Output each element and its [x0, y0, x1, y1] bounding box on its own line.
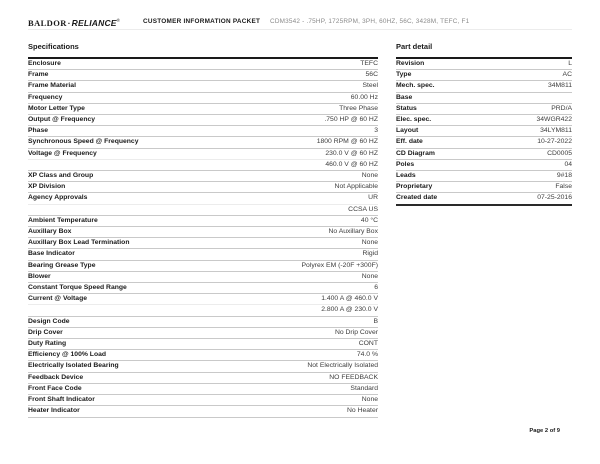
- row-value: 07-25-2016: [537, 194, 572, 202]
- row-label: Proprietary: [396, 183, 433, 191]
- row-value: AC: [562, 71, 572, 79]
- row-label: Base Indicator: [28, 250, 75, 258]
- row-label: Agency Approvals: [28, 194, 88, 202]
- registered-trademark-icon: ®: [116, 18, 120, 23]
- table-row: [28, 361, 378, 372]
- table-row: [396, 70, 572, 81]
- row-value: Rigid: [362, 250, 378, 258]
- logo-baldor-text: BALDOR: [28, 17, 67, 28]
- table-row-line: [396, 81, 572, 91]
- table-row-line: [28, 304, 378, 315]
- row-value: TEFC: [360, 60, 378, 67]
- row-label: Created date: [396, 194, 438, 202]
- row-label: Mech. spec.: [396, 82, 435, 90]
- row-label: Status: [396, 104, 417, 112]
- table-row-line: [28, 104, 378, 114]
- table-row-line: [28, 283, 378, 293]
- row-value: L: [568, 60, 572, 67]
- row-label: Synchronous Speed @ Frequency: [28, 138, 139, 146]
- table-row: [396, 137, 572, 148]
- table-row-line: [396, 160, 572, 170]
- table-row-line: [28, 70, 378, 80]
- table-row: [396, 93, 572, 104]
- table-row-line: [28, 182, 378, 192]
- table-row: [28, 104, 378, 115]
- table-row: [28, 406, 378, 417]
- table-row: [28, 93, 378, 104]
- table-row-line: [28, 361, 378, 371]
- table-row: [28, 216, 378, 227]
- table-row-line: [396, 59, 572, 69]
- table-row: [28, 395, 378, 406]
- table-row-line: [28, 238, 378, 248]
- row-value: Polyrex EM (-20F +300F): [301, 261, 378, 269]
- table-row-line: [28, 272, 378, 282]
- table-row: [28, 249, 378, 260]
- table-row-line: [28, 81, 378, 91]
- row-value: 74.0 %: [356, 351, 378, 359]
- logo-dot: ·: [67, 17, 71, 28]
- table-row: [396, 193, 572, 203]
- row-value: 230.0 V @ 60 HZ: [325, 149, 378, 157]
- part-detail-section: [396, 42, 572, 206]
- specifications-heading: Specifications: [28, 42, 79, 51]
- catalog-spec-line: CDM3542 - .75HP, 1725RPM, 3PH, 60HZ, 56C, 3428M, TEFC, F1: [270, 17, 470, 25]
- row-value: 1.400 A @ 460.0 V: [321, 295, 378, 303]
- table-row-line: [28, 137, 378, 147]
- row-value: .750 HP @ 60 HZ: [324, 116, 378, 124]
- row-label: Auxillary Box Lead Termination: [28, 239, 130, 247]
- part-detail-table: [396, 57, 572, 206]
- row-label: Layout: [396, 127, 419, 135]
- row-value: No Auxillary Box: [328, 228, 378, 236]
- table-row: [396, 115, 572, 126]
- row-value: PRD/A: [551, 104, 572, 112]
- table-row: [28, 339, 378, 350]
- table-row: [28, 126, 378, 137]
- table-row-line: [28, 149, 378, 159]
- row-value: 04: [564, 160, 572, 168]
- row-value: No Heater: [347, 407, 378, 415]
- row-label: Leads: [396, 172, 416, 180]
- document-title: CUSTOMER INFORMATION PACKET: [143, 17, 261, 25]
- row-label: XP Division: [28, 183, 66, 191]
- row-value: No Drip Cover: [334, 328, 378, 336]
- table-row: [28, 115, 378, 126]
- table-row: [28, 137, 378, 148]
- row-label: Frame: [28, 71, 49, 79]
- table-row-line: [28, 227, 378, 237]
- row-label: Electrically Isolated Bearing: [28, 362, 119, 370]
- specifications-table: [28, 57, 378, 418]
- table-row-line: [396, 93, 572, 103]
- row-label: Motor Letter Type: [28, 104, 85, 112]
- row-value: CONT: [358, 340, 378, 348]
- table-row-line: [28, 373, 378, 383]
- row-value: None: [361, 396, 378, 404]
- row-label: Current @ Voltage: [28, 295, 87, 303]
- row-label: Eff. date: [396, 138, 423, 146]
- table-row-line: [28, 171, 378, 181]
- row-label: Poles: [396, 160, 415, 168]
- row-value: UR: [368, 194, 378, 202]
- row-value: 460.0 V @ 60 HZ: [325, 160, 378, 168]
- table-row-line: [28, 384, 378, 394]
- table-row-line: [28, 339, 378, 349]
- table-row: [28, 238, 378, 249]
- table-row: [28, 272, 378, 283]
- table-row-line: [28, 159, 378, 170]
- header-divider: [28, 29, 572, 30]
- row-label: CD Diagram: [396, 149, 435, 157]
- row-label: Frequency: [28, 93, 63, 101]
- table-row: [396, 81, 572, 92]
- row-value: Standard: [350, 384, 378, 392]
- table-row: [396, 59, 572, 70]
- row-value: 1800 RPM @ 60 HZ: [316, 138, 378, 146]
- table-row-line: [396, 182, 572, 192]
- row-value: NO FEEDBACK: [329, 373, 378, 381]
- table-row: [28, 182, 378, 193]
- table-row: [28, 294, 378, 316]
- table-row-line: [28, 406, 378, 416]
- table-row: [28, 373, 378, 384]
- row-label: Revision: [396, 60, 425, 67]
- row-value: Three Phase: [339, 104, 378, 112]
- row-label: Bearing Grease Type: [28, 261, 96, 269]
- table-row: [28, 70, 378, 81]
- table-row-line: [28, 350, 378, 360]
- row-value: 6: [374, 284, 378, 292]
- table-row-line: [28, 317, 378, 327]
- table-row-line: [28, 395, 378, 405]
- row-value: 56C: [365, 71, 378, 79]
- row-value: 34WGR422: [536, 116, 572, 124]
- table-row-line: [28, 126, 378, 136]
- table-row: [28, 328, 378, 339]
- baldor-reliance-logo: [28, 16, 120, 28]
- row-value: B: [373, 317, 378, 325]
- row-label: Phase: [28, 127, 49, 135]
- table-row: [28, 171, 378, 182]
- row-value: Not Applicable: [334, 183, 378, 191]
- table-row-line: [396, 171, 572, 181]
- table-row: [28, 227, 378, 238]
- table-row-line: [28, 115, 378, 125]
- table-row-line: [396, 126, 572, 136]
- row-value: Not Electrically Isolated: [307, 362, 378, 370]
- table-row: [396, 182, 572, 193]
- table-row-line: [28, 193, 378, 203]
- row-value: None: [361, 172, 378, 180]
- row-label: Front Face Code: [28, 384, 82, 392]
- table-row-line: [28, 328, 378, 338]
- table-row: [396, 171, 572, 182]
- table-row-line: [28, 93, 378, 103]
- row-value: None: [361, 239, 378, 247]
- row-value: False: [555, 183, 572, 191]
- part-detail-heading: Part detail: [396, 42, 433, 51]
- row-label: Constant Torque Speed Range: [28, 284, 127, 292]
- row-label: Duty Rating: [28, 340, 67, 348]
- table-row: [28, 59, 378, 70]
- table-row: [396, 104, 572, 115]
- row-label: Design Code: [28, 317, 70, 325]
- table-row-line: [28, 261, 378, 271]
- table-row-line: [396, 137, 572, 147]
- row-value: 3: [374, 127, 378, 135]
- table-row-line: [396, 70, 572, 80]
- table-row: [28, 384, 378, 395]
- table-row: [28, 81, 378, 92]
- table-row: [28, 350, 378, 361]
- row-label: Auxillary Box: [28, 228, 72, 236]
- row-value: 9#18: [556, 172, 572, 180]
- row-value: 40 °C: [360, 216, 378, 224]
- table-row: [396, 160, 572, 171]
- table-row-line: [28, 216, 378, 226]
- table-row-line: [396, 193, 572, 203]
- row-value: 2.800 A @ 230.0 V: [321, 306, 378, 314]
- table-row: [28, 283, 378, 294]
- row-value: 60.00 Hz: [350, 93, 378, 101]
- table-row-line: [28, 294, 378, 304]
- row-value: 34LYM811: [540, 127, 572, 135]
- row-value: CD0005: [547, 149, 572, 157]
- row-label: Type: [396, 71, 412, 79]
- row-label: Elec. spec.: [396, 116, 432, 124]
- table-row: [28, 261, 378, 272]
- row-label: Heater Indicator: [28, 407, 80, 415]
- row-label: Voltage @ Frequency: [28, 149, 97, 157]
- row-label: Frame Material: [28, 82, 76, 90]
- row-label: Feedback Device: [28, 373, 84, 381]
- row-label: Front Shaft Indicator: [28, 396, 95, 404]
- row-label: Efficiency @ 100% Load: [28, 351, 107, 359]
- specifications-section: [28, 42, 378, 418]
- table-row: [28, 193, 378, 215]
- row-value: 10-27-2022: [537, 138, 572, 146]
- table-row: [396, 149, 572, 160]
- logo-reliance-text: RELIANCE: [71, 17, 117, 28]
- row-label: XP Class and Group: [28, 172, 94, 180]
- table-row-line: [396, 149, 572, 159]
- table-row-line: [28, 249, 378, 259]
- row-label: Drip Cover: [28, 328, 63, 336]
- row-label: Enclosure: [28, 60, 61, 67]
- row-label: Output @ Frequency: [28, 116, 96, 124]
- row-label: Ambient Temperature: [28, 216, 98, 224]
- row-label: Base: [396, 93, 413, 101]
- table-row: [28, 149, 378, 171]
- row-label: Blower: [28, 272, 51, 280]
- row-value: 34M811: [547, 82, 572, 90]
- table-row-line: [396, 115, 572, 125]
- table-row: [396, 126, 572, 137]
- row-value: Steel: [362, 82, 378, 90]
- table-row-line: [28, 204, 378, 215]
- row-value: None: [361, 272, 378, 280]
- page-number: Page 2 of 9: [529, 428, 560, 434]
- row-value: CCSA US: [348, 205, 378, 213]
- table-row-line: [28, 59, 378, 69]
- table-row: [28, 317, 378, 328]
- table-row-line: [396, 104, 572, 114]
